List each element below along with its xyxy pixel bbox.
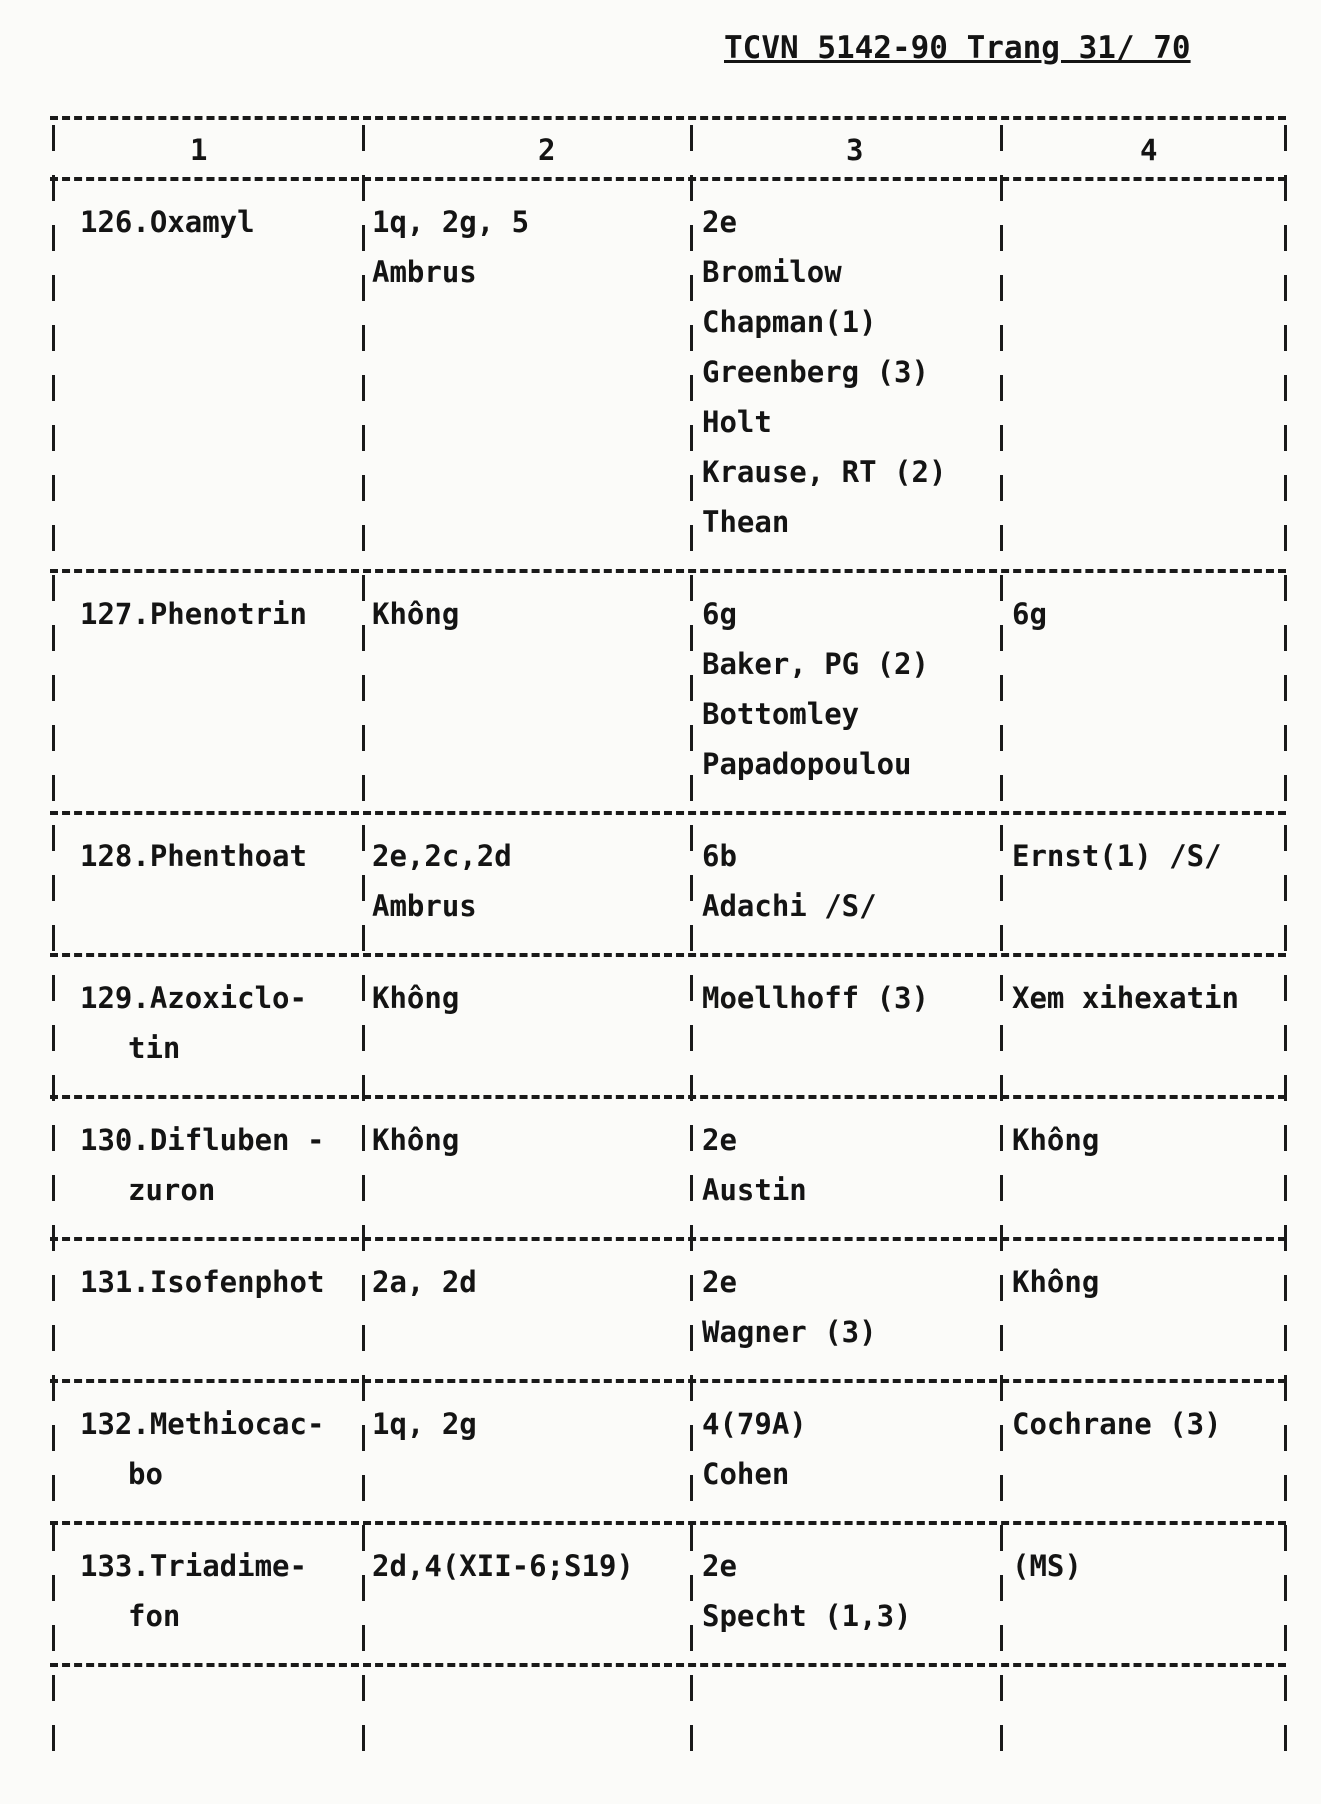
cell-c1: 129.Azoxiclo- <box>80 981 307 1015</box>
pesticide-table <box>50 125 1286 1667</box>
row-line <box>50 1265 1286 1315</box>
cell-c3: Bromilow <box>702 255 842 289</box>
cell-c3: 4(79A) <box>702 1407 807 1441</box>
row-line <box>50 1407 1286 1457</box>
cell-c3: Chapman(1) <box>702 305 877 339</box>
cell-c3: Bottomley <box>702 697 860 731</box>
cell-c3: 2e <box>702 1123 737 1157</box>
table-body <box>50 181 1286 1667</box>
column-header: 4 <box>1140 133 1158 167</box>
row-line <box>50 839 1286 889</box>
cell-c4: Xem xihexatin <box>1012 981 1239 1015</box>
table-top-rule <box>50 116 1286 120</box>
cell-c3: Adachi /S/ <box>702 889 877 923</box>
row-line <box>50 405 1286 455</box>
table-row <box>50 957 1286 1099</box>
row-line <box>50 981 1286 1031</box>
row-line <box>50 1173 1286 1223</box>
table-row <box>50 573 1286 815</box>
cell-c4: (MS) <box>1012 1549 1082 1583</box>
cell-c2: 1q, 2g <box>372 1407 477 1441</box>
row-line <box>50 355 1286 405</box>
table-header-row <box>50 125 1286 181</box>
cell-c1: fon <box>128 1599 181 1633</box>
row-line <box>50 597 1286 647</box>
row-line <box>50 889 1286 939</box>
cell-c1: 127.Phenotrin <box>80 597 307 631</box>
cell-c3: Cohen <box>702 1457 790 1491</box>
cell-c1: zuron <box>128 1173 216 1207</box>
cell-c1: 131.Isofenphot <box>80 1265 325 1299</box>
row-line <box>50 505 1286 555</box>
page-header: TCVN 5142-90 Trang 31/ 70 <box>724 30 1191 66</box>
cell-c2: Không <box>372 597 460 631</box>
cell-c1: 133.Triadime- <box>80 1549 307 1583</box>
cell-c2: 2e,2c,2d <box>372 839 512 873</box>
table-row <box>50 181 1286 573</box>
cell-c3: Austin <box>702 1173 807 1207</box>
row-line <box>50 697 1286 747</box>
row-line <box>50 455 1286 505</box>
cell-c4: 6g <box>1012 597 1047 631</box>
cell-c3: Specht (1,3) <box>702 1599 912 1633</box>
column-header: 1 <box>190 133 208 167</box>
cell-c2: Ambrus <box>372 255 477 289</box>
cell-c3: Holt <box>702 405 772 439</box>
cell-c1: tin <box>128 1031 181 1065</box>
table-row <box>50 1383 1286 1525</box>
cell-c3: Krause, RT (2) <box>702 455 947 489</box>
cell-c1: 130.Difluben - <box>80 1123 325 1157</box>
cell-c3: Papadopoulou <box>702 747 912 781</box>
cell-c2: Không <box>372 981 460 1015</box>
row-line <box>50 1315 1286 1365</box>
cell-c3: Moellhoff (3) <box>702 981 929 1015</box>
cell-c2: 2d,4(XII-6;S19) <box>372 1549 634 1583</box>
column-header: 2 <box>538 133 556 167</box>
cell-c4: Ernst(1) /S/ <box>1012 839 1222 873</box>
cell-c4: Không <box>1012 1265 1100 1299</box>
cell-c3: Wagner (3) <box>702 1315 877 1349</box>
row-line <box>50 1457 1286 1507</box>
cell-c3: 2e <box>702 1549 737 1583</box>
row-line <box>50 1599 1286 1649</box>
cell-c2: Ambrus <box>372 889 477 923</box>
cell-c4: Không <box>1012 1123 1100 1157</box>
cell-c3: Thean <box>702 505 790 539</box>
table-row <box>50 1099 1286 1241</box>
cell-c1: 132.Methiocac- <box>80 1407 325 1441</box>
row-line <box>50 255 1286 305</box>
cell-c2: 2a, 2d <box>372 1265 477 1299</box>
cell-c3: 6b <box>702 839 737 873</box>
cell-c3: Greenberg (3) <box>702 355 929 389</box>
cell-c3: 2e <box>702 205 737 239</box>
cell-c2: Không <box>372 1123 460 1157</box>
cell-c2: 1q, 2g, 5 <box>372 205 530 239</box>
cell-c1: 128.Phenthoat <box>80 839 307 873</box>
row-line <box>50 1031 1286 1081</box>
table-row <box>50 815 1286 957</box>
cell-c4: Cochrane (3) <box>1012 1407 1222 1441</box>
row-line <box>50 1123 1286 1173</box>
row-line <box>50 305 1286 355</box>
table-row <box>50 1525 1286 1667</box>
cell-c3: 2e <box>702 1265 737 1299</box>
row-line <box>50 647 1286 697</box>
cell-c1: bo <box>128 1457 163 1491</box>
cell-c3: 6g <box>702 597 737 631</box>
row-line <box>50 1549 1286 1599</box>
table-row <box>50 1241 1286 1383</box>
column-header: 3 <box>846 133 864 167</box>
cell-c3: Baker, PG (2) <box>702 647 929 681</box>
cell-c1: 126.Oxamyl <box>80 205 255 239</box>
row-line <box>50 747 1286 797</box>
row-line <box>50 205 1286 255</box>
